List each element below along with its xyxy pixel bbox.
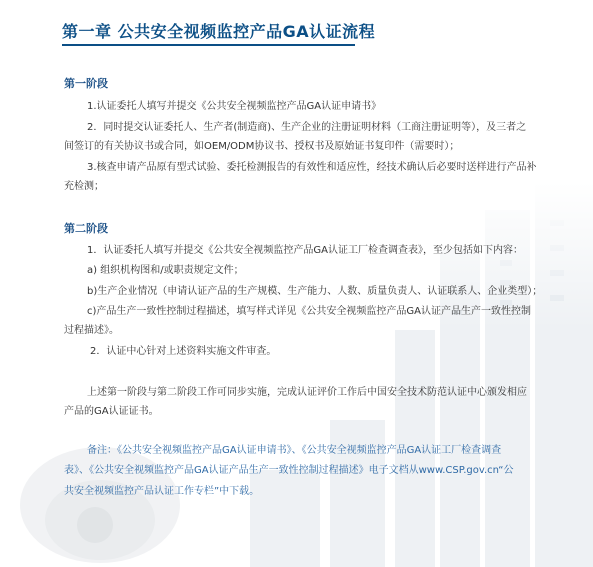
stage2-line-3: b)生产企业情况（申请认证产品的生产规模、生产能力、人数、质量负责人、认证联系人、企业类型）； xyxy=(87,286,543,297)
stage2-line-6: 2．认证中心针对上述资料实施文件审查。 xyxy=(90,346,277,357)
stage1-heading: 第一阶段 xyxy=(64,77,108,90)
remark-line-3: 共安全视频监控产品认证工作专栏”中下载。 xyxy=(64,486,260,497)
stage1-line-3: 间签订的有关协议书或合同，如OEM/ODM协议书、授权书及原始证书复印件（需要时）； xyxy=(64,141,460,152)
remark-line-2: 表》、《公共安全视频监控产品GA认证产品生产一致性控制过程描述》电子文档从www.CSP.gov.cn“公 xyxy=(64,465,514,476)
stage2-heading: 第二阶段 xyxy=(64,222,108,235)
stage2-line-1: 1．认证委托人填写并提交《公共安全视频监控产品GA认证工厂检查调查表》，至少包括如下内容： xyxy=(87,245,523,256)
stage2-line-2: a) 组织机构图和/或职责规定文件； xyxy=(87,265,244,276)
stage1-line-4: 3.核查申请产品原有型式试验、委托检测报告的有效性和适应性，经技术确认后必要时送样进行产品补 xyxy=(87,162,537,173)
title-underline xyxy=(62,44,355,46)
page-title: 第一章 公共安全视频监控产品GA认证流程 xyxy=(62,22,376,41)
summary-line-1: 上述第一阶段与第二阶段工作可同步实施，完成认证评价工作后中国安全技术防范认证中心颁发相应 xyxy=(87,387,527,398)
stage2-line-4: c)产品生产一致性控制过程描述，填写样式详见《公共安全视频监控产品GA认证产品生产一致性控制 xyxy=(87,306,531,317)
summary-line-2: 产品的GA认证证书。 xyxy=(64,406,159,417)
remark-line-1: 备注：《公共安全视频监控产品GA认证申请书》、《公共安全视频监控产品GA认证工厂检查调查 xyxy=(87,445,502,456)
stage2-line-5: 过程描述》。 xyxy=(64,325,119,336)
stage1-line-2: 2．同时提交认证委托人、生产者(制造商)、生产企业的注册证明材料（工商注册证明等），及三者之 xyxy=(87,122,527,133)
stage1-line-5: 充检测； xyxy=(64,181,104,192)
stage1-line-1: 1.认证委托人填写并提交《公共安全视频监控产品GA认证申请书》 xyxy=(87,101,382,112)
